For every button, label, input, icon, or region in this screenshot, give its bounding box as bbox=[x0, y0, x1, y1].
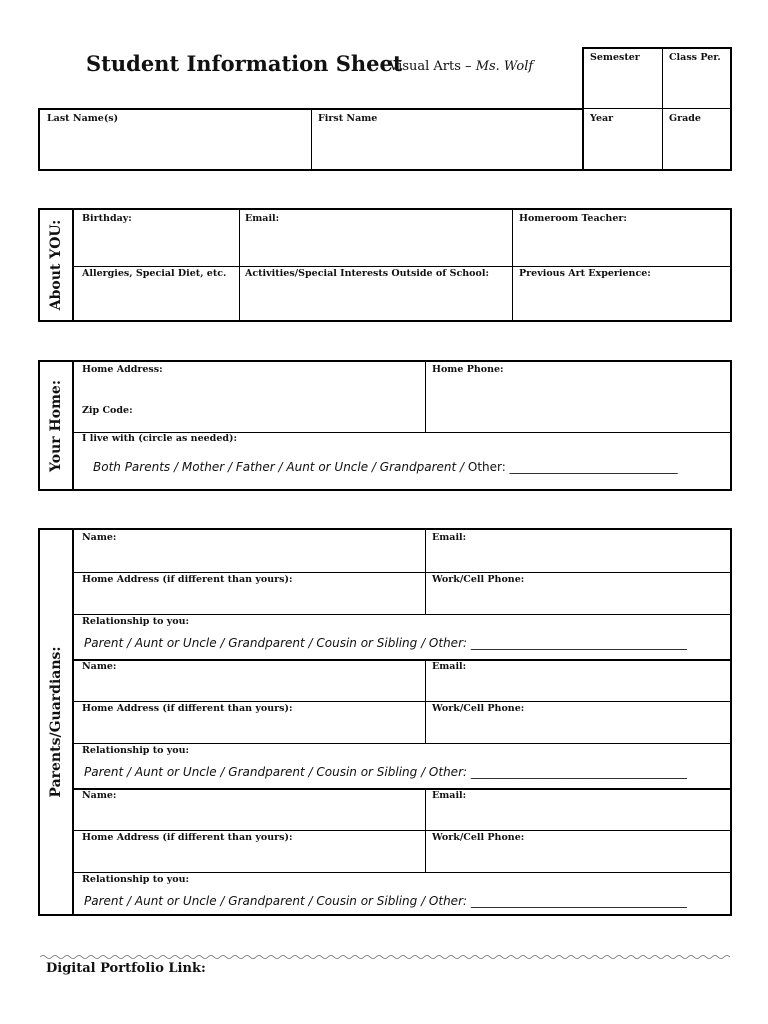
birthday-field[interactable] bbox=[82, 213, 132, 224]
semester-field[interactable] bbox=[590, 52, 640, 63]
guardian-name-field[interactable] bbox=[82, 661, 116, 672]
allergies-field[interactable] bbox=[82, 268, 226, 279]
zip-code-label: Zip Code: bbox=[82, 405, 133, 416]
page-title: Student Information Sheet bbox=[86, 51, 403, 76]
teacher-name: Ms. Wolf bbox=[475, 59, 534, 74]
last-name-label: Last Name(s) bbox=[47, 113, 119, 124]
portfolio-link-field[interactable] bbox=[46, 961, 206, 976]
grade-label: Grade bbox=[669, 113, 701, 124]
guardian-address-label: Home Address (if different than yours): bbox=[82, 832, 293, 843]
semester-label: Semester bbox=[590, 52, 640, 63]
home-phone-field[interactable] bbox=[432, 364, 504, 375]
guardian-address-label: Home Address (if different than yours): bbox=[82, 574, 293, 585]
live-with-label: I live with (circle as needed): bbox=[82, 433, 238, 444]
first-name-field[interactable] bbox=[318, 113, 377, 124]
course-name: Visual Arts bbox=[389, 59, 461, 74]
guardian-address-label: Home Address (if different than yours): bbox=[82, 703, 293, 714]
guardians-side-label: Parents/Guardians: bbox=[40, 530, 74, 914]
zip-code-field[interactable] bbox=[82, 405, 133, 416]
class-period-label: Class Per. bbox=[669, 52, 721, 63]
about-side-label: About YOU: bbox=[40, 210, 74, 320]
wavy-divider bbox=[40, 953, 730, 961]
year-label: Year bbox=[590, 113, 614, 124]
student-email-field[interactable] bbox=[245, 213, 279, 224]
guardian-phone-field[interactable] bbox=[432, 703, 524, 714]
guardian-block bbox=[74, 788, 730, 916]
class-period-field[interactable] bbox=[669, 52, 721, 63]
course-line bbox=[389, 59, 533, 74]
home-address-field[interactable] bbox=[82, 364, 163, 375]
homeroom-label: Homeroom Teacher: bbox=[519, 213, 627, 224]
first-name-label: First Name bbox=[318, 113, 378, 124]
guardians-section bbox=[38, 528, 732, 916]
guardian-address-field[interactable] bbox=[82, 832, 292, 843]
guardian-phone-label: Work/Cell Phone: bbox=[432, 574, 525, 585]
activities-label: Activities/Special Interests Outside of School: bbox=[245, 268, 489, 279]
guardian-email-label: Email: bbox=[432, 661, 467, 672]
homeroom-field[interactable] bbox=[519, 213, 627, 224]
guardian-email-label: Email: bbox=[432, 790, 467, 801]
home-address-label: Home Address: bbox=[82, 364, 163, 375]
guardian-block bbox=[74, 659, 730, 788]
guardian-relationship-label: Relationship to you: bbox=[82, 874, 190, 885]
portfolio-link-label: Digital Portfolio Link: bbox=[46, 961, 206, 976]
guardian-email-field[interactable] bbox=[432, 661, 466, 672]
guardian-address-field[interactable] bbox=[82, 574, 292, 585]
guardian-relationship-options[interactable]: Parent / Aunt or Uncle / Grandparent / Cousin or Sibling / Other: ____________________________________ bbox=[84, 636, 687, 650]
activities-field[interactable] bbox=[245, 268, 489, 279]
art-experience-field[interactable] bbox=[519, 268, 651, 279]
live-with-other[interactable]: Other: ____________________________ bbox=[467, 460, 678, 474]
home-phone-label: Home Phone: bbox=[432, 364, 504, 375]
year-field[interactable] bbox=[590, 113, 613, 124]
guardian-relationship-label: Relationship to you: bbox=[82, 616, 190, 627]
birthday-label: Birthday: bbox=[82, 213, 132, 224]
home-side-label: Your Home: bbox=[40, 362, 74, 489]
guardian-name-label: Name: bbox=[82, 790, 117, 801]
guardian-email-field[interactable] bbox=[432, 532, 466, 543]
guardian-email-field[interactable] bbox=[432, 790, 466, 801]
guardian-relationship-options[interactable]: Parent / Aunt or Uncle / Grandparent / Cousin or Sibling / Other: ____________________________________ bbox=[84, 765, 687, 779]
grade-field[interactable] bbox=[669, 113, 701, 124]
term-table bbox=[582, 47, 732, 171]
name-table bbox=[38, 108, 584, 171]
allergies-label: Allergies, Special Diet, etc. bbox=[82, 268, 227, 279]
course-dash: – bbox=[465, 59, 472, 74]
guardian-name-label: Name: bbox=[82, 661, 117, 672]
guardian-name-field[interactable] bbox=[82, 532, 116, 543]
guardian-phone-label: Work/Cell Phone: bbox=[432, 703, 525, 714]
home-section bbox=[38, 360, 732, 491]
guardian-block bbox=[74, 530, 730, 659]
guardian-address-field[interactable] bbox=[82, 703, 292, 714]
last-name-field[interactable] bbox=[47, 113, 118, 124]
guardian-relationship-options[interactable]: Parent / Aunt or Uncle / Grandparent / Cousin or Sibling / Other: ____________________________________ bbox=[84, 894, 687, 908]
about-section bbox=[38, 208, 732, 322]
guardian-name-field[interactable] bbox=[82, 790, 116, 801]
guardian-email-label: Email: bbox=[432, 532, 467, 543]
guardian-phone-field[interactable] bbox=[432, 574, 524, 585]
guardian-name-label: Name: bbox=[82, 532, 117, 543]
student-email-label: Email: bbox=[245, 213, 280, 224]
guardian-relationship-label: Relationship to you: bbox=[82, 745, 190, 756]
live-with-options[interactable] bbox=[93, 460, 678, 474]
guardian-phone-label: Work/Cell Phone: bbox=[432, 832, 525, 843]
art-experience-label: Previous Art Experience: bbox=[519, 268, 651, 279]
guardian-phone-field[interactable] bbox=[432, 832, 524, 843]
live-with-choices[interactable]: Both Parents / Mother / Father / Aunt or Uncle / Grandparent / bbox=[93, 460, 465, 474]
